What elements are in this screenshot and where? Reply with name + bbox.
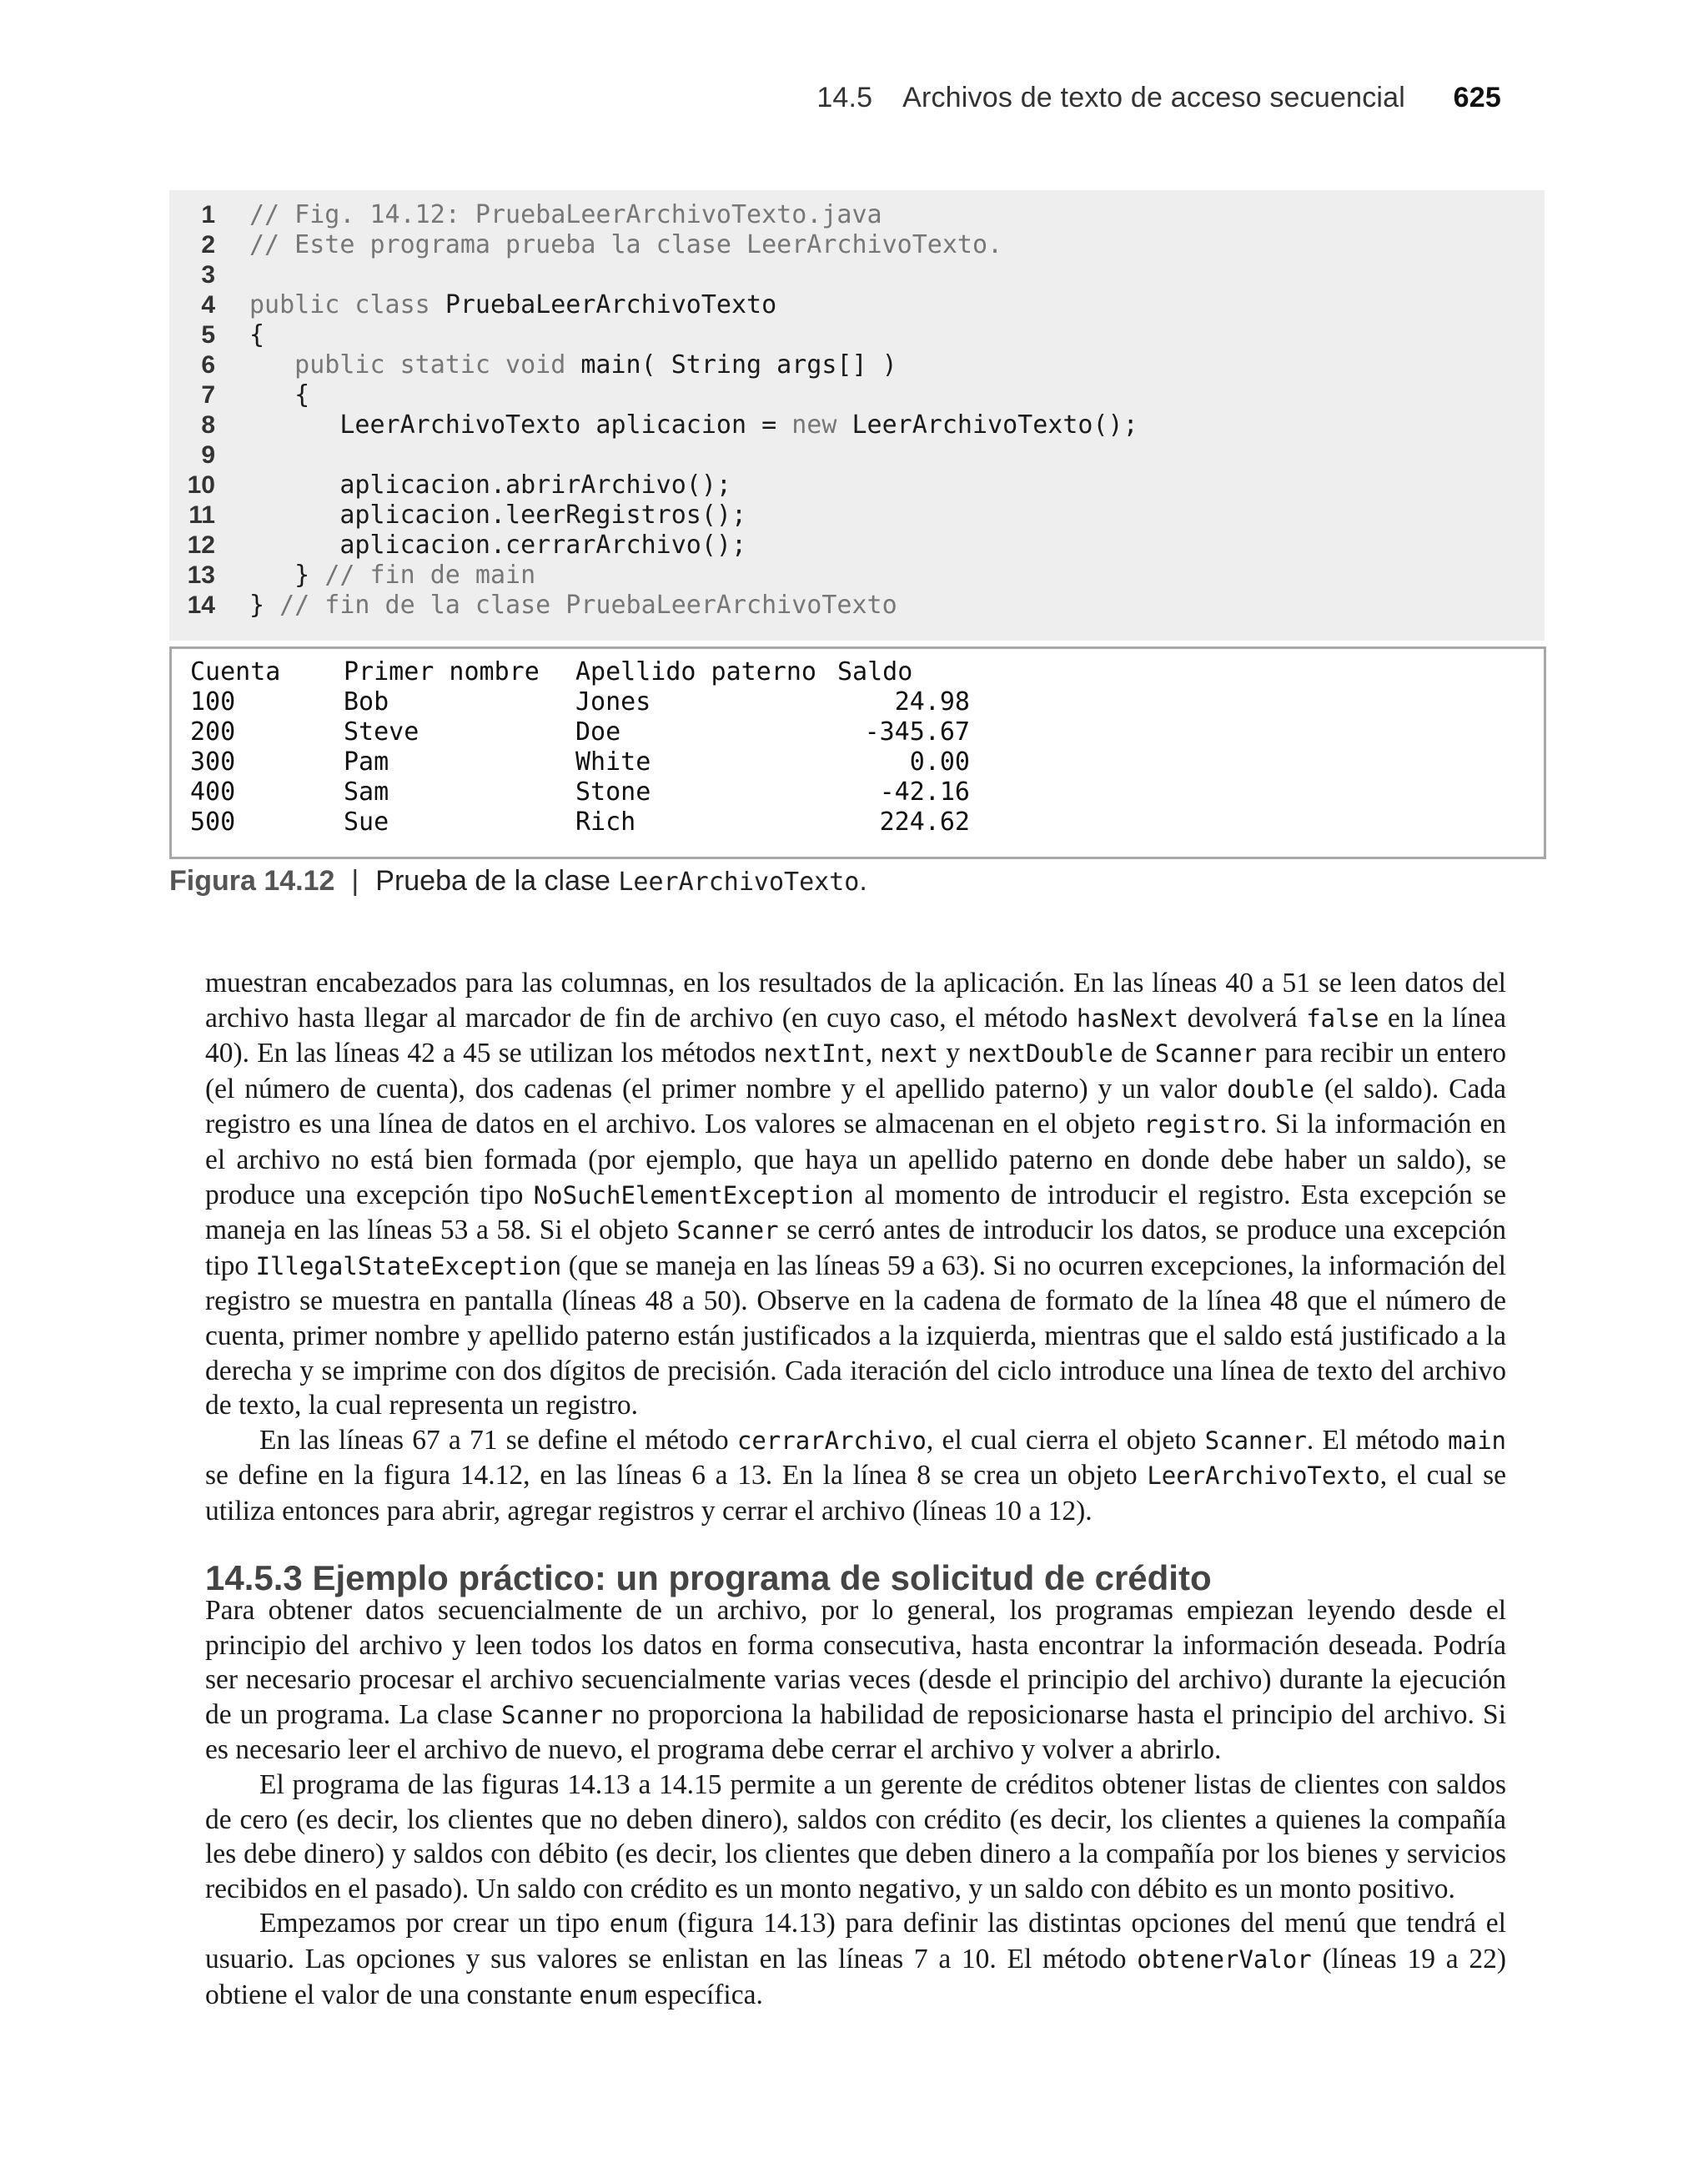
code-text [249, 500, 746, 531]
output-cell: Sam [344, 777, 389, 807]
code-keyword: public class [249, 290, 445, 319]
paragraph [205, 966, 1506, 1423]
code-line [169, 531, 1545, 561]
text-run: en la línea 40). En las líneas 42 a 45 se utilizan los métodos [205, 1002, 1506, 1069]
inline-code: Scanner [500, 1700, 604, 1729]
code-line [169, 320, 1545, 350]
output-cell: 224.62 [879, 807, 970, 837]
output-cell: Stone [575, 777, 651, 807]
output-cell: 200 [190, 717, 236, 747]
code-line [169, 380, 1545, 410]
code-line [169, 410, 1545, 440]
text-run: El programa de las figuras 14.13 a 14.15 permite a un gerente de créditos obtener listas de clientes con saldos de cero (es decir, los clientes que no deben dinero), saldos con crédito (es decir, los clientes a quienes la compañía les debe dinero) y saldos con débito (es decir, los clientes que deben dinero a la compañía por los bienes y servicios recibidos en el pasado). Un saldo con crédito es un monto negativo, y un saldo con débito es un monto positivo. [205, 1768, 1506, 1904]
text-run: . Si la información en el archivo no está bien formada (por ejemplo, que haya un apellido paterno en donde debe haber un saldo), se produce una excepción tipo [205, 1109, 1506, 1210]
inline-code: obtenerValor [1137, 1944, 1312, 1974]
code-keyword: new [791, 410, 852, 440]
code-token: main( String args[] ) [580, 350, 897, 380]
code-token: LeerArchivoTexto(); [851, 410, 1138, 440]
output-cell: Bob [344, 687, 389, 717]
output-cell: 0.00 [909, 747, 970, 777]
caption-separator: | [351, 865, 359, 897]
line-number: 2 [201, 231, 215, 259]
code-text [249, 380, 309, 410]
output-cell: 500 [190, 807, 236, 837]
text-run: , el cual se utiliza entonces para abrir, agregar registros y cerrar el archivo (líneas 10 a 12). [205, 1460, 1506, 1527]
output-header-cell: Cuenta [190, 657, 281, 687]
code-line [169, 260, 1545, 290]
text-run: . El método [1306, 1424, 1449, 1456]
text-run: se define en la figura 14.12, en las líneas 6 a 13. En la línea 8 se crea un objeto [205, 1460, 1148, 1491]
code-line [169, 591, 1545, 621]
line-number: 3 [201, 261, 215, 289]
text-run: En las líneas 67 a 71 se define el método [259, 1424, 737, 1456]
line-number: 13 [187, 561, 215, 589]
inline-code: Scanner [1204, 1426, 1307, 1455]
code-token: { [249, 380, 310, 410]
code-text [249, 410, 1138, 440]
body-text-bottom [205, 1593, 1506, 2013]
inline-code: nextInt [763, 1039, 866, 1069]
code-comment: // fin de main [324, 561, 536, 590]
line-number: 1 [201, 201, 215, 229]
text-run: al momento de introducir el registro. Esta excepción se maneja en las líneas 53 a 58. Si el objeto [205, 1179, 1506, 1246]
text-run: (el saldo). Cada registro es una línea de datos en el archivo. Los valores se almacenan en el objeto [205, 1073, 1506, 1140]
inline-code: next [880, 1039, 939, 1069]
code-token: } [249, 561, 325, 590]
output-cell: 100 [190, 687, 236, 717]
caption-code: LeerArchivoTexto [618, 868, 860, 897]
inline-code: main [1448, 1426, 1506, 1455]
inline-code: enum [579, 1980, 638, 2009]
code-comment: // Este programa prueba la clase LeerArchivoTexto. [249, 230, 1003, 259]
code-token: LeerArchivoTexto aplicacion = [249, 410, 792, 440]
running-head-title: Archivos de texto de acceso secuencial [902, 82, 1406, 113]
output-cell: 400 [190, 777, 236, 807]
inline-code: Scanner [1154, 1039, 1258, 1069]
inline-code: registro [1143, 1110, 1260, 1139]
program-output [169, 646, 1546, 859]
running-head-section: 14.5 [816, 82, 873, 113]
code-line [169, 350, 1545, 380]
section-heading: 14.5.3 Ejemplo práctico: un programa de solicitud de crédito [205, 1558, 1212, 1597]
output-cell: -42.16 [879, 777, 970, 807]
inline-code: IllegalStateException [255, 1251, 562, 1280]
code-text [249, 320, 264, 350]
code-text [249, 350, 897, 380]
output-header-cell: Apellido paterno [575, 657, 816, 687]
running-head [816, 82, 1501, 114]
text-run: devolverá [1178, 1002, 1307, 1034]
line-number: 8 [201, 411, 215, 439]
code-text [249, 470, 731, 500]
line-number: 4 [201, 291, 215, 319]
code-line [169, 500, 1545, 531]
paragraph [205, 1423, 1506, 1529]
output-cell: Pam [344, 747, 389, 777]
code-token: aplicacion.abrirArchivo(); [249, 470, 731, 500]
code-text [249, 591, 897, 621]
text-run: (que se maneja en las líneas 59 a 63). Si no ocurren excepciones, la información del registro se muestra en pantalla (líneas 48 a 50). Observe en la cadena de formato de la línea 48 que el número de cuenta, primer nombre y apellido paterno están justificados a la izquierda, mientras que el saldo está justificado a la derecha y se imprime con dos dígitos de precisión. Cada iteración del ciclo introduce una línea de texto del archivo de texto, la cual representa un registro. [205, 1250, 1506, 1421]
output-cell: Rich [575, 807, 636, 837]
code-token: { [249, 320, 265, 350]
inline-code: false [1306, 1003, 1379, 1033]
output-cell: 24.98 [894, 687, 970, 717]
code-line [169, 561, 1545, 591]
text-run: (figura 14.13) para definir las distintas opciones del menú que tendrá el usuario. Las opciones y sus valores se enlistan en las líneas 7 a 10. El método [205, 1908, 1506, 1974]
output-header-cell: Saldo [837, 657, 913, 687]
text-run: para recibir un entero (el número de cuenta), dos cadenas (el primer nombre y el apellido paterno) y un valor [205, 1038, 1507, 1104]
code-keyword: public static void [249, 350, 581, 380]
code-text [249, 200, 882, 230]
text-run: , [865, 1038, 881, 1069]
inline-code: cerrarArchivo [736, 1426, 927, 1455]
line-number: 14 [187, 591, 215, 619]
inline-code: Scanner [676, 1216, 779, 1245]
line-number: 9 [201, 441, 215, 469]
code-text [249, 290, 776, 320]
output-cell: White [575, 747, 651, 777]
code-token: PruebaLeerArchivoTexto [445, 290, 777, 319]
code-token: aplicacion.leerRegistros(); [249, 500, 747, 530]
output-cell: -345.67 [864, 717, 970, 747]
text-run: se cerró antes de introducir los datos, se produce una excepción tipo [205, 1215, 1506, 1281]
text-run: Empezamos por crear un tipo [259, 1908, 610, 1939]
output-header-cell: Primer nombre [344, 657, 540, 687]
code-comment: // Fig. 14.12: PruebaLeerArchivoTexto.java [249, 200, 882, 229]
inline-code: hasNext [1076, 1003, 1179, 1033]
code-text [249, 531, 746, 561]
body-text-top [205, 966, 1506, 1529]
figure-label: Figura 14.12 [169, 865, 335, 897]
text-run: Para obtener datos secuencialmente de un archivo, por lo general, los programas empiezan leyendo desde el principio del archivo y leen todos los datos en forma consecutiva, hasta encontrar la información deseada. Podría ser necesario procesar el archivo secuencialmente varias veces (desde el principio del archivo) durante la ejecución de un programa. La clase [205, 1595, 1506, 1730]
code-line [169, 290, 1545, 320]
output-cell: Steve [344, 717, 419, 747]
caption-end: . [859, 865, 867, 897]
code-line [169, 470, 1545, 500]
inline-code: enum [609, 1909, 668, 1939]
code-line [169, 440, 1545, 470]
text-run: muestran encabezados para las columnas, en los resultados de la aplicación. En las líneas 40 a 51 se leen datos del archivo hasta llegar al marcador de fin de archivo (en cuyo caso, el método [205, 968, 1506, 1034]
output-cell: Jones [575, 687, 651, 717]
code-token: } [249, 591, 280, 620]
text-run: , el cual cierra el objeto [926, 1424, 1205, 1456]
paragraph [205, 1768, 1506, 1906]
line-number: 6 [201, 351, 215, 379]
code-listing [169, 190, 1545, 641]
line-number: 10 [187, 471, 215, 499]
inline-code: double [1227, 1074, 1314, 1104]
paragraph [205, 1906, 1506, 2013]
text-run: específica. [637, 1979, 763, 2010]
code-comment: // fin de la clase PruebaLeerArchivoTexto [279, 591, 897, 620]
text-run: y [938, 1038, 968, 1069]
text-run: (líneas 19 a 22) obtiene el valor de una constante [205, 1943, 1506, 2010]
line-number: 5 [201, 321, 215, 349]
paragraph [205, 1593, 1506, 1768]
line-number: 7 [201, 381, 215, 409]
output-cell: 300 [190, 747, 236, 777]
line-number: 11 [188, 501, 215, 529]
code-token: aplicacion.cerrarArchivo(); [249, 531, 747, 560]
caption-text: Prueba de la clase [375, 865, 619, 897]
inline-code: LeerArchivoTexto [1147, 1461, 1380, 1491]
text-run: de [1113, 1038, 1155, 1069]
code-line [169, 200, 1545, 230]
text-run: no proporciona la habilidad de reposicionarse hasta el principio del archivo. Si es necesario leer el archivo de nuevo, el programa debe cerrar el archivo y volver a abrirlo. [205, 1698, 1506, 1766]
code-line [169, 230, 1545, 260]
figure-caption [169, 865, 867, 898]
code-text [249, 561, 535, 591]
page-number: 625 [1453, 82, 1501, 113]
output-cell: Doe [575, 717, 621, 747]
line-number: 12 [187, 531, 215, 559]
inline-code: nextDouble [967, 1039, 1113, 1069]
code-text [249, 230, 1002, 260]
inline-code: NoSuchElementException [533, 1180, 854, 1210]
output-cell: Sue [344, 807, 389, 837]
